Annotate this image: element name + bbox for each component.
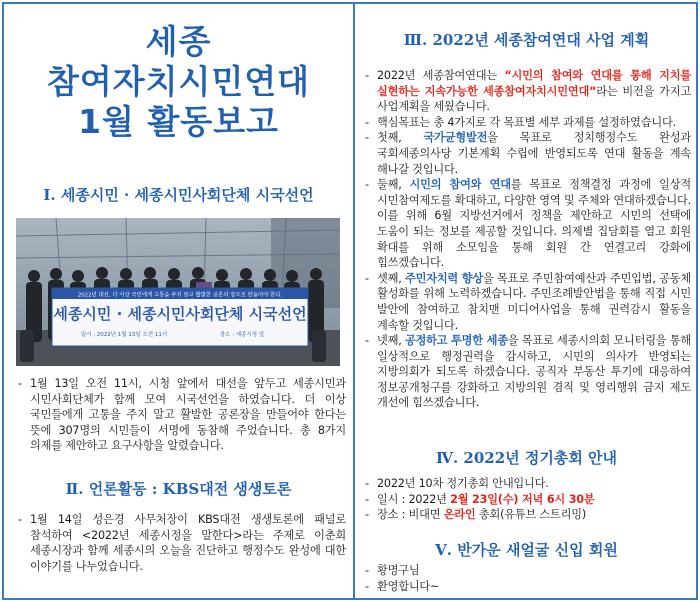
meeting-notice: - 2022년 10차 정기총회 안내입니다. <box>363 476 691 492</box>
section-4-list <box>363 476 691 523</box>
vision-intro-text: 2022년 세종참여연대는 <box>377 69 505 82</box>
section-2-title: Ⅱ. 언론활동 : KBS대전 생생토론 <box>65 480 292 498</box>
report-page <box>2 2 698 600</box>
banner-place-text: 장소 : 세종시청 앞 <box>219 332 265 338</box>
section-2-bullet: - 1월 14일 성은경 사무처장이 KBS대전 생생토론에 패널로 참석하여 <2022년 세종시정을 말한다>라는 주제로 이춘희 세종시장과 함께 세종시의 오늘을 진단하고 행정수도 완성에 대한 이야기를 나누었습니다. <box>16 512 346 574</box>
vision-statement: “시민의 참여와 연대를 통해 지치를 실현하는 지속가능한 세종참여자치시민연대” <box>377 69 692 98</box>
welcome-message: - 환영합니다~ <box>363 579 691 595</box>
section-1-bullet: - 1월 13일 오전 11시, 시청 앞에서 대선을 앞두고 세종시민과 시민사회단체가 함께 모여 시국선언을 하였습니다. 더 이상 국민들에게 고통을 주지 말고 활발한 공론장을 만들어야 한다는 뜻에 307명의 시민들이 서명에 동참해 주었습니다. 총 8가지 의제를 제안하고 요구사항을 알렸습니다. <box>16 376 346 454</box>
section-4-title: Ⅳ. 2022년 정기총회 안내 <box>435 449 618 467</box>
goal-3-text: 을 목표로 주민참여예산과 주민입법, 공동체 활성화를 위해 노력하겠습니다. 주민조례발안법을 통해 직접 시민 발안에 참여하고 참치맨 미디어사업을 통해 권력감시 활동을 계속할 것입니다. <box>377 271 691 332</box>
title-line-2: 참여자치시민연대 <box>46 62 311 101</box>
goal-2-prefix: 둘째, <box>377 178 410 192</box>
left-column <box>4 4 353 598</box>
goal-2-keyword: 시민의 참여와 연대 <box>409 178 511 192</box>
meeting-place-label: 장소 : 비대면 <box>377 508 444 522</box>
section-5-title: Ⅴ. 반가운 새얼굴 신입 회원 <box>435 541 618 559</box>
goal-1-keyword: 국가균형발전 <box>423 131 488 145</box>
page-title <box>4 22 353 142</box>
banner-top-text: 2022년 대선, 더 이상 국민에게 고통을 주지 말고 활발한 공론의 장으로 만들어야 한다. <box>77 292 283 299</box>
rally-photo-illustration <box>16 218 340 366</box>
goal-4-keyword: 공정하고 투명한 세종 <box>404 334 508 348</box>
section-3-bullet-goal-4 <box>363 333 691 411</box>
vision-outro-text: 라는 비전을 가지고 사업계획을 세웠습니다. <box>377 84 691 114</box>
rally-photo <box>16 218 340 366</box>
meeting-place-detail: 총회(유튜브 스트리밍) <box>475 508 587 522</box>
goal-2-text: 를 목표로 정책결정 과정에 일상적 시민참여제도를 확대하고, 다양한 영역 및 주체와 연대하겠습니다. 이를 위해 6월 지방선거에서 정책을 제안하고 시민의 선택에 도움이 되는 정보를 제공할 것입니다. 의제별 집담회를 열고 회원 확대를 위해 소모임을 통해 회원 간 연결고리 강화에 힘쓰겠습니다. <box>377 178 691 270</box>
section-3-bullet-goal-2 <box>363 177 691 271</box>
right-column <box>355 4 698 598</box>
meeting-place <box>363 507 691 523</box>
new-member-name: - 황명구님 <box>363 563 691 579</box>
section-3-title: Ⅲ. 2022년 세종참여연대 사업 계획 <box>403 31 650 49</box>
goal-3-keyword: 주민자치력 향상 <box>405 271 484 285</box>
meeting-date-label: 일시 : 2022년 <box>377 492 451 506</box>
section-1-list <box>16 376 346 454</box>
banner-date-text: 일시 : 2022년 1월 13일 오전 11시 <box>80 332 168 338</box>
section-3-bullet-goal-1 <box>363 130 691 177</box>
section-3-list <box>363 68 691 411</box>
goal-4-prefix: 넷째, <box>377 334 405 348</box>
meeting-date-value: 2월 23일(수) 저녁 6시 30분 <box>450 492 595 506</box>
goal-3-prefix: 셋째, <box>377 271 405 285</box>
goal-4-text: 을 목표로 세종시의회 모니터링을 통해 일상적으로 행정권력을 감시하고, 시민의 의사가 반영되는 지방의회가 되도록 하겠습니다. 공직자 부동산 투기에 대응하여 정보공개청구를 강화하고 지방의원 겸직 및 영리행위 금지 제도 개선에 힘쓰겠습니다. <box>377 334 691 410</box>
title-line-3: 1월 활동보고 <box>78 102 279 141</box>
title-line-1: 세종 <box>145 22 212 61</box>
goal-1-text: 을 목표로 정치행정수도 완성과 국회세종의사당 기본계획 수립에 반영되도록 연대 활동을 계속 해나갈 것입니다. <box>377 131 691 176</box>
section-3-bullet-goal-3 <box>363 271 691 333</box>
meeting-place-online: 온라인 <box>443 508 476 522</box>
banner-main-text: 세종시민 · 세종시민사회단체 시국선언 <box>53 305 307 323</box>
section-1-title: Ⅰ. 세종시민 · 세종시민사회단체 시국선언 <box>43 186 314 204</box>
section-3-bullet-vision <box>363 68 691 115</box>
goal-1-prefix: 첫째, <box>377 131 424 145</box>
meeting-date <box>363 492 691 508</box>
section-2-list <box>16 512 346 574</box>
section-3-bullet-goals: - 핵심목표는 총 4가지로 각 목표별 세부 과제를 설정하였습니다. <box>363 115 691 131</box>
section-5-list <box>363 563 691 594</box>
